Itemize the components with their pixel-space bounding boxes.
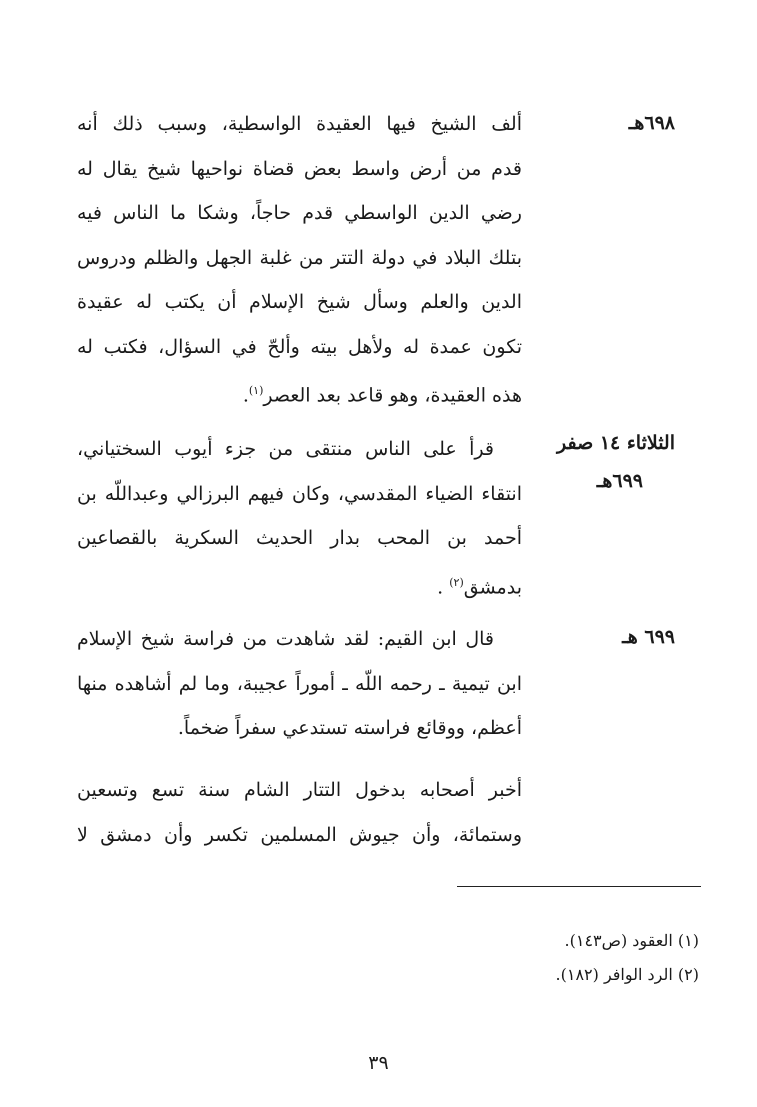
text-line: [77, 617, 522, 662]
entry-date-year: ٦٩٩هـ: [596, 470, 643, 492]
text-line: انتقاء الضياء المقدسي، وكان فيهم البرزالي وعبداللّه بن: [77, 482, 522, 505]
footnote-ref[interactable]: (١): [248, 384, 264, 397]
footnote: (١) العقود (ص١٤٣).: [564, 931, 699, 950]
text-fragment: بدمشق: [463, 575, 522, 598]
text-fragment: قرأ على الناس منتقى من جزء أيوب السختياني،: [77, 438, 494, 460]
text-line: [77, 427, 522, 472]
footnote: (٢) الرد الوافر (١٨٢).: [555, 965, 699, 984]
entry-date-day: الثلاثاء ١٤ صفر: [556, 432, 675, 454]
page-number: ٣٩: [368, 1052, 389, 1074]
text-line: قدم من أرض واسط بعض قضاة نواحيها شيخ يقال له: [77, 157, 522, 180]
text-line: ألف الشيخ فيها العقيدة الواسطية، وسبب ذلك أنه: [77, 113, 522, 135]
text-line: وستمائة، وأن جيوش المسلمين تكسر وأن دمشق لا: [77, 823, 522, 846]
text-fragment: قال ابن القيم: لقد شاهدت من فراسة شيخ الإسلام: [77, 628, 494, 650]
text-line: ابن تيمية ـ رحمه اللّه ـ أموراً عجيبة، وما لم أشاهده منها: [77, 672, 522, 695]
text-line: أحمد بن المحب بدار الحديث السكرية بالقصاعين: [77, 527, 522, 549]
footnote-ref[interactable]: (٢): [449, 575, 464, 589]
text-line: الدين والعلم وسأل شيخ الإسلام أن يكتب له عقيدة: [77, 291, 522, 313]
footnotes: [299, 924, 699, 992]
entry-date: ٦٩٨هـ: [628, 112, 675, 134]
text-line: [77, 369, 522, 418]
entry-date: ٦٩٩ هـ: [622, 626, 675, 648]
text-line: بتلك البلاد في دولة التتر من غلبة الجهل والظلم ودروس: [77, 246, 522, 269]
footnote-divider: [457, 886, 701, 887]
entry-text: [77, 617, 522, 751]
text-line: رضي الدين الواسطي قدم حاجاً، وشكا ما الناس فيه: [77, 202, 522, 224]
text-fragment: .: [242, 384, 249, 407]
text-line: أعظم، ووقائع فراسته تستدعي سفراً ضخماً.: [177, 717, 522, 739]
text-line: [77, 561, 522, 610]
entry-text: [77, 102, 522, 418]
text-fragment: هذه العقيدة، وهو قاعد بعد العصر: [263, 384, 522, 407]
entry-text: [77, 427, 522, 609]
text-line: أخبر أصحابه بدخول التتار الشام سنة تسع وتسعين: [77, 779, 522, 801]
text-fragment: .: [437, 575, 444, 598]
entry-date: [535, 428, 675, 496]
text-line: تكون عمدة له ولأهل بيته وألحّ في السؤال، فكتب له: [77, 335, 522, 358]
entry-text: [77, 768, 522, 857]
